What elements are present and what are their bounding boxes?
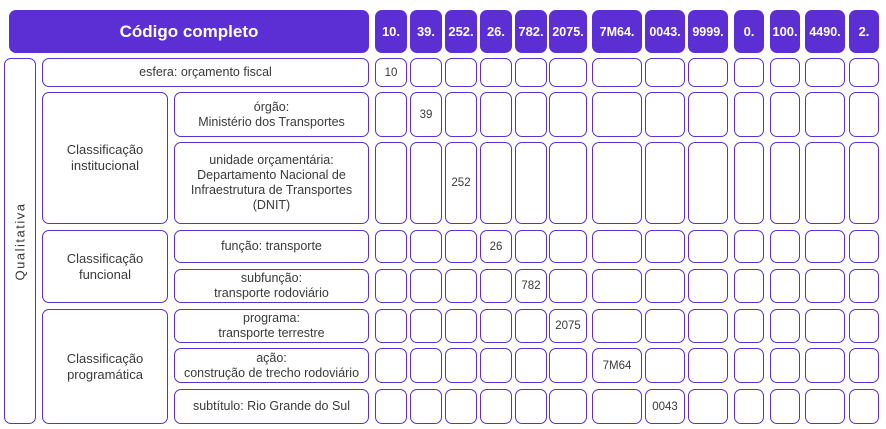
grid-cell-esfera [770, 58, 800, 87]
grid-cell-acao [480, 348, 512, 383]
grid-cell-subfuncao [375, 269, 407, 303]
grid-cell-subfuncao [805, 269, 845, 303]
grid-cell-funcao [375, 230, 407, 263]
grid-cell-unidade [805, 142, 845, 224]
header-code: 100. [770, 10, 800, 53]
row-label-unidade: unidade orçamentária: Departamento Nacional de Infraestrutura de Transportes (DNIT) [174, 142, 369, 224]
grid-cell-subtitulo [592, 389, 642, 424]
grid-cell-funcao [410, 230, 442, 263]
grid-cell-esfera [515, 58, 547, 87]
grid-cell-subfuncao: 782 [515, 269, 547, 303]
grid-cell-unidade [734, 142, 764, 224]
header-code: 39. [410, 10, 442, 53]
grid-cell-subfuncao [549, 269, 587, 303]
grid-cell-subfuncao [734, 269, 764, 303]
header-code: 782. [515, 10, 547, 53]
row-label-funcao: função: transporte [174, 230, 369, 263]
grid-cell-unidade [849, 142, 879, 224]
header-code: 0043. [645, 10, 685, 53]
grid-cell-subfuncao [770, 269, 800, 303]
grid-cell-esfera [592, 58, 642, 87]
grid-cell-unidade [480, 142, 512, 224]
grid-cell-acao [549, 348, 587, 383]
row-label-subfuncao: subfunção: transporte rodoviário [174, 269, 369, 303]
grid-cell-orgao [375, 92, 407, 137]
header-code: 2075. [549, 10, 587, 53]
grid-cell-programa [445, 309, 477, 343]
grid-cell-subfuncao [480, 269, 512, 303]
grid-cell-esfera: 10 [375, 58, 407, 87]
grid-cell-esfera [734, 58, 764, 87]
grid-cell-orgao [592, 92, 642, 137]
grid-cell-funcao [849, 230, 879, 263]
grid-cell-subfuncao [645, 269, 685, 303]
grid-cell-esfera [549, 58, 587, 87]
header-code: 2. [849, 10, 879, 53]
grid-cell-subtitulo [770, 389, 800, 424]
grid-cell-subfuncao [849, 269, 879, 303]
grid-cell-acao [515, 348, 547, 383]
grid-cell-subfuncao [688, 269, 728, 303]
qualitativa-label: Qualitativa [12, 202, 28, 280]
grid-cell-esfera [445, 58, 477, 87]
grid-cell-subfuncao [445, 269, 477, 303]
grid-cell-unidade [375, 142, 407, 224]
grid-cell-subtitulo: 0043 [645, 389, 685, 424]
grid-cell-acao [805, 348, 845, 383]
grid-cell-subtitulo [688, 389, 728, 424]
grid-cell-funcao [549, 230, 587, 263]
grid-cell-subtitulo [849, 389, 879, 424]
grid-cell-programa [375, 309, 407, 343]
group-funcional: Classificação funcional [42, 230, 168, 303]
grid-cell-orgao [770, 92, 800, 137]
grid-cell-subtitulo [375, 389, 407, 424]
grid-cell-unidade [645, 142, 685, 224]
grid-cell-funcao [515, 230, 547, 263]
grid-cell-orgao [445, 92, 477, 137]
header-code: 9999. [688, 10, 728, 53]
header-code: 252. [445, 10, 477, 53]
grid-cell-programa [515, 309, 547, 343]
grid-cell-unidade: 252 [445, 142, 477, 224]
grid-cell-unidade [515, 142, 547, 224]
grid-cell-programa [688, 309, 728, 343]
grid-cell-acao [770, 348, 800, 383]
grid-cell-funcao: 26 [480, 230, 512, 263]
grid-cell-esfera [849, 58, 879, 87]
grid-cell-unidade [770, 142, 800, 224]
grid-cell-acao [734, 348, 764, 383]
grid-cell-funcao [770, 230, 800, 263]
grid-cell-programa [734, 309, 764, 343]
row-label-subtitulo: subtítulo: Rio Grande do Sul [174, 389, 369, 424]
row-label-acao: ação: construção de trecho rodoviário [174, 348, 369, 383]
grid-cell-programa [480, 309, 512, 343]
grid-cell-orgao: 39 [410, 92, 442, 137]
grid-cell-funcao [645, 230, 685, 263]
grid-cell-acao [445, 348, 477, 383]
grid-cell-subtitulo [410, 389, 442, 424]
grid-cell-funcao [805, 230, 845, 263]
grid-cell-esfera [805, 58, 845, 87]
grid-cell-subtitulo [445, 389, 477, 424]
header-title-box [9, 10, 369, 53]
grid-cell-esfera [410, 58, 442, 87]
grid-cell-acao [688, 348, 728, 383]
grid-cell-funcao [688, 230, 728, 263]
row-label-esfera: esfera: orçamento fiscal [42, 58, 369, 87]
grid-cell-programa [770, 309, 800, 343]
grid-cell-programa [805, 309, 845, 343]
grid-cell-funcao [592, 230, 642, 263]
grid-cell-esfera [645, 58, 685, 87]
grid-cell-orgao [849, 92, 879, 137]
grid-cell-unidade [549, 142, 587, 224]
grid-cell-subtitulo [480, 389, 512, 424]
header-code: 10. [375, 10, 407, 53]
grid-cell-unidade [592, 142, 642, 224]
grid-cell-orgao [734, 92, 764, 137]
grid-cell-acao [645, 348, 685, 383]
grid-cell-programa [849, 309, 879, 343]
grid-cell-funcao [445, 230, 477, 263]
grid-cell-programa: 2075 [549, 309, 587, 343]
header-code: 7M64. [592, 10, 642, 53]
grid-cell-acao [410, 348, 442, 383]
group-institucional: Classificação institucional [42, 92, 168, 224]
grid-cell-unidade [688, 142, 728, 224]
grid-cell-programa [592, 309, 642, 343]
header-title: Código completo [119, 21, 259, 41]
grid-cell-orgao [549, 92, 587, 137]
header-code: 4490. [805, 10, 845, 53]
grid-cell-orgao [480, 92, 512, 137]
group-programatica: Classificação programática [42, 309, 168, 424]
grid-cell-funcao [734, 230, 764, 263]
grid-cell-subtitulo [734, 389, 764, 424]
grid-cell-acao [849, 348, 879, 383]
grid-cell-subtitulo [515, 389, 547, 424]
grid-cell-orgao [688, 92, 728, 137]
qualitativa-box [4, 58, 36, 424]
grid-cell-esfera [480, 58, 512, 87]
grid-cell-subtitulo [805, 389, 845, 424]
grid-cell-unidade [410, 142, 442, 224]
grid-cell-esfera [688, 58, 728, 87]
grid-cell-acao: 7M64 [592, 348, 642, 383]
header-code: 0. [734, 10, 764, 53]
grid-cell-programa [410, 309, 442, 343]
grid-cell-subfuncao [592, 269, 642, 303]
grid-cell-orgao [805, 92, 845, 137]
grid-cell-programa [645, 309, 685, 343]
header-code: 26. [480, 10, 512, 53]
grid-cell-orgao [515, 92, 547, 137]
grid-cell-subtitulo [549, 389, 587, 424]
grid-cell-subfuncao [410, 269, 442, 303]
grid-cell-orgao [645, 92, 685, 137]
grid-cell-acao [375, 348, 407, 383]
row-label-programa: programa: transporte terrestre [174, 309, 369, 343]
row-label-orgao: órgão: Ministério dos Transportes [174, 92, 369, 137]
